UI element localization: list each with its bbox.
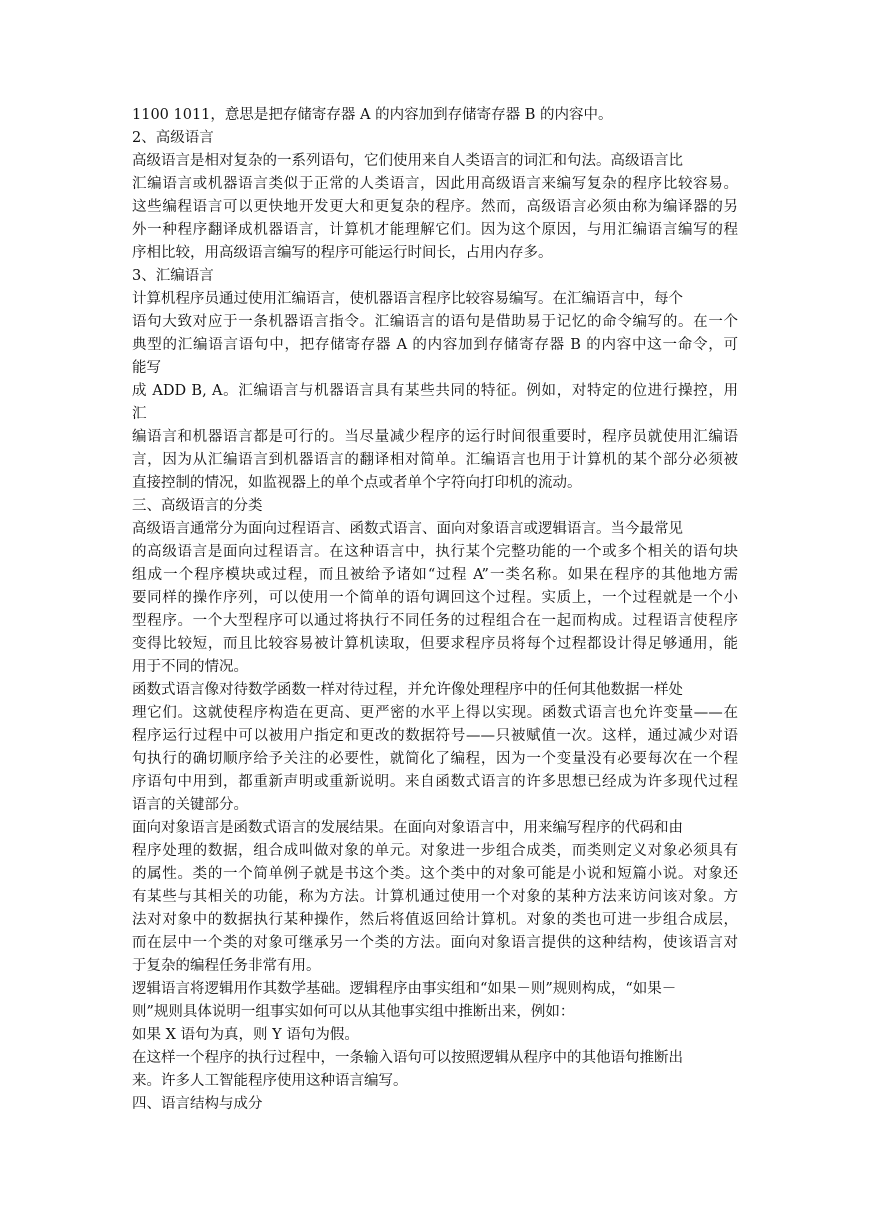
text-line: 高级语言是相对复杂的一系列语句，它们使用来自人类语言的词汇和句法。高级语言比 [132, 153, 683, 169]
text-line: 理它们。这就使程序构造在更高、更严密的水平上得以实现。函数式语言也允许变量——在 [132, 705, 738, 721]
text-line: 言，因为从汇编语言到机器语言的翻译相对简单。汇编语言也用于计算机的某个部分必须被 [132, 452, 738, 468]
text-line: 变得比较短，而且比较容易被计算机读取，但要求程序员将每个过程都设计得足够通用，能 [132, 636, 738, 652]
text-line: 用于不同的情况。 [132, 659, 248, 675]
text-line: 句执行的确切顺序给予关注的必要性，就简化了编程，因为一个变量没有必要每次在一个程 [132, 751, 738, 767]
text-line: 于复杂的编程任务非常有用。 [132, 958, 321, 974]
text-line: 序相比较，用高级语言编写的程序可能运行时间长，占用内存多。 [132, 245, 553, 261]
text-line: 1100 1011，意思是把存储寄存器 A 的内容加到存储寄存器 B 的内容中。 [132, 107, 613, 123]
text-line: 汇编语言或机器语言类似于正常的人类语言，因此用高级语言来编写复杂的程序比较容易。 [132, 176, 738, 192]
text-line: 直接控制的情况，如监视器上的单个点或者单个字符向打印机的流动。 [132, 475, 582, 491]
text-line: 汇 [132, 406, 147, 422]
text-line: 的高级语言是面向过程语言。在这种语言中，执行某个完整功能的一个或多个相关的语句块 [132, 544, 738, 560]
text-line: 逻辑语言将逻辑用作其数学基础。逻辑程序由事实组和“如果－则”规则构成，“如果－ [132, 981, 677, 997]
text-line: 典型的汇编语言语句中，把存储寄存器 A 的内容加到存储寄存器 B 的内容中这一命令，可 [132, 337, 738, 353]
text-line: 型程序。一个大型程序可以通过将执行不同任务的过程组合在一起而构成。过程语言使程序 [132, 613, 738, 629]
text-line: 要同样的操作序列，可以使用一个简单的语句调回这个过程。实质上，一个过程就是一个小 [132, 590, 738, 606]
text-line: 能写 [132, 360, 161, 376]
text-line: 序语句中用到，都重新声明或重新说明。来自函数式语言的许多思想已经成为许多现代过程 [132, 774, 738, 790]
text-line: 计算机程序员通过使用汇编语言，使机器语言程序比较容易编写。在汇编语言中，每个 [132, 291, 683, 307]
text-line: 语句大致对应于一条机器语言指令。汇编语言的语句是借助易于记忆的命令编写的。在一个 [132, 314, 738, 330]
document-body [132, 104, 742, 1116]
text-line: 高级语言通常分为面向过程语言、函数式语言、面向对象语言或逻辑语言。当今最常见 [132, 521, 683, 537]
text-line: 外一种程序翻译成机器语言，计算机才能理解它们。因为这个原因，与用汇编语言编写的程 [132, 222, 738, 238]
section-heading: 四、语言结构与成分 [132, 1096, 263, 1112]
text-line: 而在层中一个类的对象可继承另一个类的方法。面向对象语言提供的这种结构，使该语言对 [132, 935, 738, 951]
text-line: 函数式语言像对待数学函数一样对待过程，并允许像处理程序中的任何其他数据一样处 [132, 682, 683, 698]
text-line: 语言的关键部分。 [132, 797, 248, 813]
text-line: 法对对象中的数据执行某种操作，然后将值返回给计算机。对象的类也可进一步组合成层， [132, 912, 738, 928]
text-line: 程序处理的数据，组合成叫做对象的单元。对象进一步组合成类，而类则定义对象必须具有 [132, 843, 738, 859]
section-heading: 2、高级语言 [132, 130, 214, 146]
text-line: 程序运行过程中可以被用户指定和更改的数据符号——只被赋值一次。这样，通过减少对语 [132, 728, 738, 744]
text-line: 来。许多人工智能程序使用这种语言编写。 [132, 1073, 408, 1089]
text-line: 在这样一个程序的执行过程中，一条输入语句可以按照逻辑从程序中的其他语句推断出 [132, 1050, 683, 1066]
section-heading: 三、高级语言的分类 [132, 498, 263, 514]
text-line: 的属性。类的一个简单例子就是书这个类。这个类中的对象可能是小说和短篇小说。对象还 [132, 866, 738, 882]
text-line: 这些编程语言可以更快地开发更大和更复杂的程序。然而，高级语言必须由称为编译器的另 [132, 199, 738, 215]
text-line: 如果 X 语句为真，则 Y 语句为假。 [132, 1027, 359, 1043]
text-line: 编语言和机器语言都是可行的。当尽量减少程序的运行时间很重要时，程序员就使用汇编语 [132, 429, 738, 445]
text-line: 组成一个程序模块或过程，而且被给予诸如“过程 A”一类名称。如果在程序的其他地方需 [132, 567, 738, 583]
text-line: 则”规则具体说明一组事实如何可以从其他事实组中推断出来，例如： [132, 1004, 575, 1020]
text-line: 面向对象语言是函数式语言的发展结果。在面向对象语言中，用来编写程序的代码和由 [132, 820, 683, 836]
text-line: 有某些与其相关的功能，称为方法。计算机通过使用一个对象的某种方法来访问该对象。方 [132, 889, 738, 905]
section-heading: 3、汇编语言 [132, 268, 214, 284]
text-line: 成 ADD B, A。汇编语言与机器语言具有某些共同的特征。例如，对特定的位进行操控，用 [132, 383, 738, 399]
